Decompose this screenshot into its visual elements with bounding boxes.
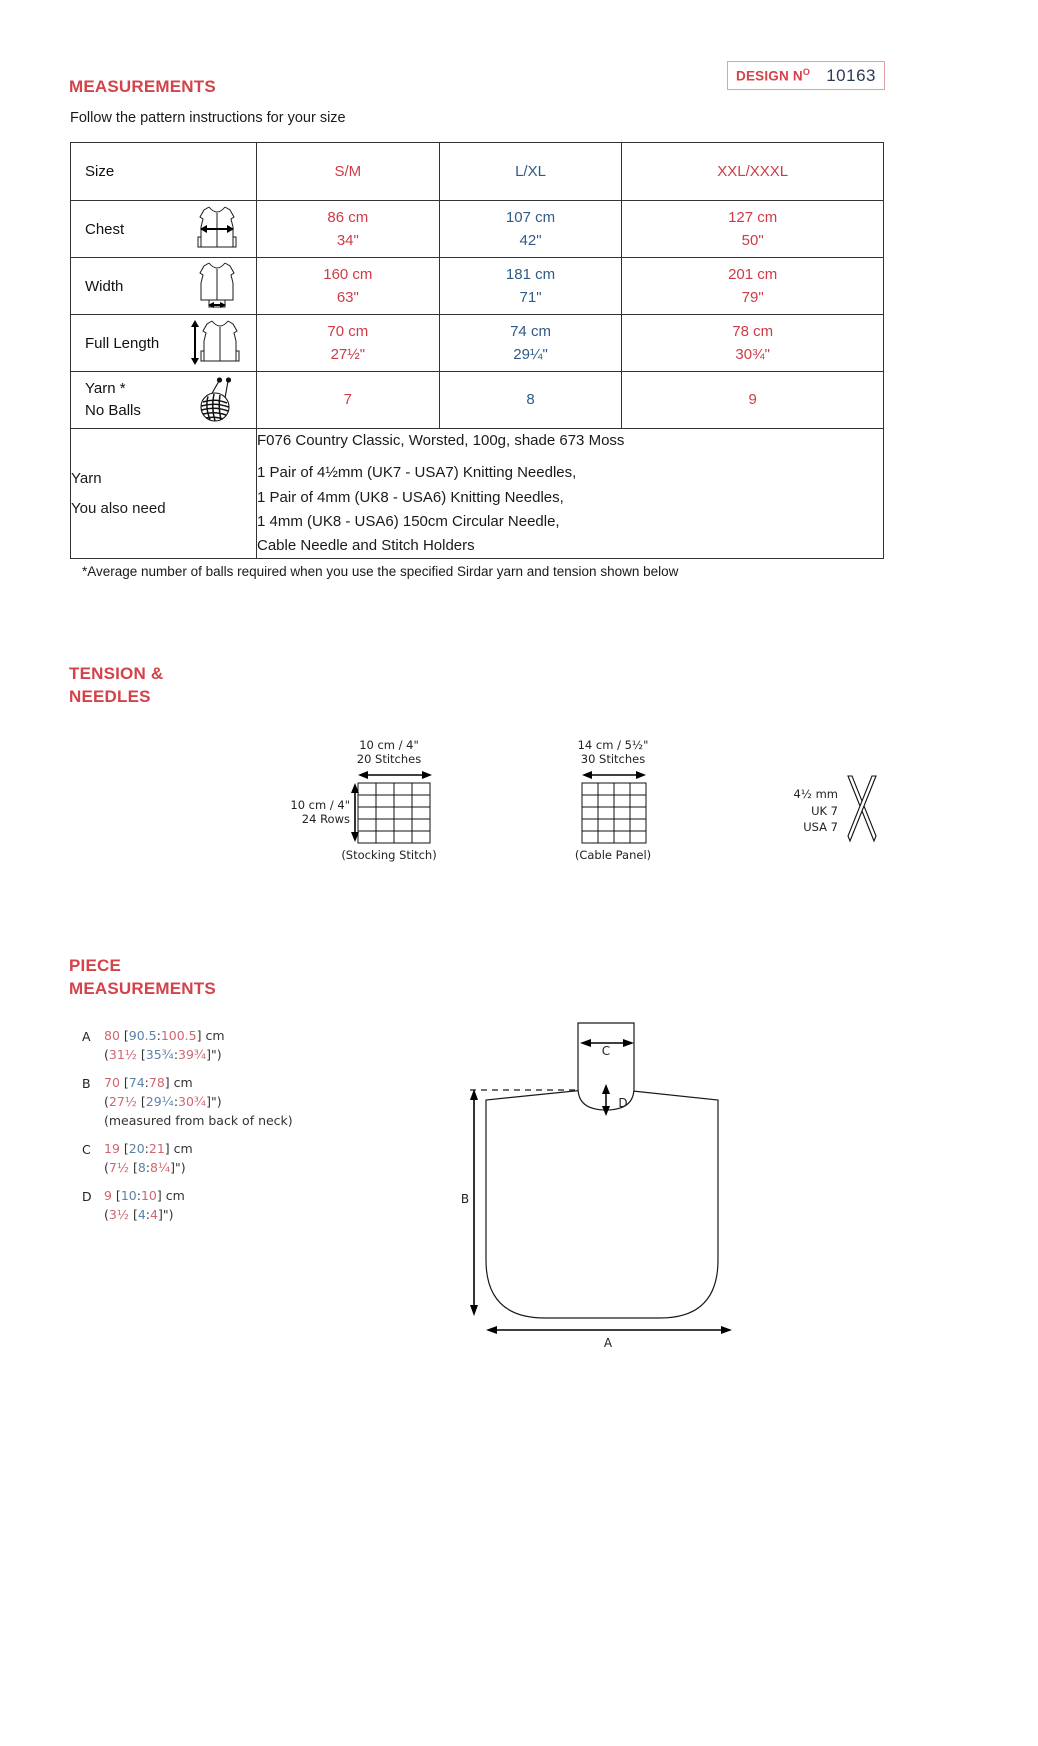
needle-size-uk: UK 7 <box>811 803 838 818</box>
legend-d-inch: (3½ [4:4]") <box>104 1207 174 1222</box>
legend-c-inch: (7½ [8:8¼]") <box>104 1160 186 1175</box>
cell-chest-1-inch: 34" <box>336 232 359 249</box>
cell-width-1-cm: 160 cm <box>323 265 373 283</box>
cell-full-length-2-inch: 29¼" <box>513 346 548 363</box>
piece-measurements-heading <box>69 955 216 1001</box>
knitting-needles-icon <box>848 776 876 841</box>
legend-b-inch: (27½ [29¼:30¾]") <box>104 1094 222 1109</box>
piece-heading-line1: PIECE <box>69 956 122 975</box>
tension-heading-line1: TENSION & <box>69 664 164 683</box>
piece-label-c: C <box>601 1044 611 1058</box>
cell-chest-1-cm: 86 cm <box>327 208 369 226</box>
legend-key-d: D <box>82 1189 92 1204</box>
swatch2-top-line1: 14 cm / 5½" <box>577 738 649 752</box>
legend-row-b <box>82 1073 293 1130</box>
measurements-footnote: *Average number of balls required when you use the specified Sirdar yarn and tension shown below <box>82 564 679 579</box>
needle-size-usa: USA 7 <box>803 820 838 835</box>
needle-line-4: Cable Needle and Stitch Holders <box>257 537 475 555</box>
cell-balls-2: 8 <box>439 372 622 429</box>
swatch2-top-line2: 30 Stitches <box>580 752 646 766</box>
legend-values-d <box>104 1186 185 1224</box>
col-header-size-2: L/XL <box>439 143 622 201</box>
row-label-width-text: Width <box>85 277 124 295</box>
design-number-value: 10163 <box>826 65 876 85</box>
cell-width-2-inch: 71" <box>519 289 542 306</box>
cell-chest-2-cm: 107 cm <box>505 208 556 226</box>
row-label-full-length-text: Full Length <box>85 334 160 352</box>
row-label-yarn-star: Yarn * <box>85 379 126 397</box>
piece-measurements-legend <box>82 1026 293 1233</box>
legend-b-note: (measured from back of neck) <box>104 1113 293 1128</box>
cell-width-1-inch: 63" <box>336 289 359 306</box>
legend-b-cm: 70 [74:78] cm <box>104 1075 193 1090</box>
yarn-description: F076 Country Classic, Worsted, 100g, shade 673 Moss <box>257 432 625 449</box>
needle-size-mm: 4½ mm <box>793 787 838 801</box>
cell-full-length-2-cm: 74 cm <box>510 322 551 340</box>
legend-values-a <box>104 1026 225 1064</box>
legend-row-d <box>82 1186 293 1224</box>
swatch1-top-line1: 10 cm / 4" <box>359 738 419 752</box>
row-label-chest-text: Chest <box>85 220 125 238</box>
legend-values-c <box>104 1139 193 1177</box>
cell-chest-2-inch: 42" <box>519 232 542 249</box>
cell-width-3-cm: 201 cm <box>728 265 778 283</box>
cell-full-length-3-inch: 30¾" <box>735 346 770 363</box>
you-also-need-label: You also need <box>71 499 166 517</box>
piece-label-d: D <box>618 1096 628 1110</box>
swatch1-caption: (Stocking Stitch) <box>341 848 437 862</box>
piece-label-b: B <box>460 1192 470 1206</box>
legend-a-inch: (31½ [35¾:39¾]") <box>104 1047 222 1062</box>
legend-key-b: B <box>82 1076 91 1091</box>
measurements-heading: MEASUREMENTS <box>69 77 216 96</box>
needle-line-3: 1 4mm (UK8 - USA6) 150cm Circular Needle, <box>257 512 560 530</box>
measurements-subtitle: Follow the pattern instructions for your size <box>70 110 346 126</box>
cell-full-length-3-cm: 78 cm <box>732 322 774 340</box>
legend-c-cm: 19 [20:21] cm <box>104 1141 193 1156</box>
legend-d-cm: 9 [10:10] cm <box>104 1188 185 1203</box>
swatch1-top-line2: 20 Stitches <box>356 752 422 766</box>
needle-line-1: 1 Pair of 4½mm (UK7 - USA7) Knitting Needles, <box>257 464 577 482</box>
cell-balls-3: 9 <box>622 372 884 429</box>
legend-a-cm: 80 [90.5:100.5] cm <box>104 1028 225 1043</box>
piece-heading-line2: MEASUREMENTS <box>69 978 216 998</box>
legend-key-c: C <box>82 1142 91 1157</box>
col-header-size-1: S/M <box>257 143 440 201</box>
row-label-size: Size <box>71 143 257 201</box>
cell-width-3-inch: 79" <box>741 289 764 306</box>
swatch2-caption: (Cable Panel) <box>574 848 652 862</box>
legend-row-c <box>82 1139 293 1177</box>
piece-label-a: A <box>603 1336 613 1350</box>
piece-diagram <box>486 1023 718 1318</box>
cell-width-2-cm: 181 cm <box>505 265 556 283</box>
design-number-label: DESIGN $N^O$ <box>736 67 811 84</box>
cell-chest-3-inch: 50" <box>741 232 764 249</box>
swatch2-grid <box>582 783 646 843</box>
cell-chest-3-cm: 127 cm <box>728 208 778 226</box>
swatch1-left-line2: 24 Rows <box>301 812 350 826</box>
legend-row-a <box>82 1026 293 1064</box>
yarn-label: Yarn <box>71 469 102 487</box>
cell-full-length-1-inch: 27½" <box>330 346 366 363</box>
cell-full-length-1-cm: 70 cm <box>327 322 369 340</box>
swatch1-grid <box>358 783 430 843</box>
col-header-size-3: XXL/XXXL <box>622 143 884 201</box>
legend-values-b <box>104 1073 293 1130</box>
cell-balls-1: 7 <box>257 372 440 429</box>
legend-key-a: A <box>82 1029 91 1044</box>
tension-heading-line2: NEEDLES <box>69 686 151 706</box>
row-label-no-balls: No Balls <box>85 402 141 419</box>
swatch1-left-line1: 10 cm / 4" <box>290 798 350 812</box>
needle-line-2: 1 Pair of 4mm (UK8 - USA6) Knitting Needles, <box>257 488 564 506</box>
